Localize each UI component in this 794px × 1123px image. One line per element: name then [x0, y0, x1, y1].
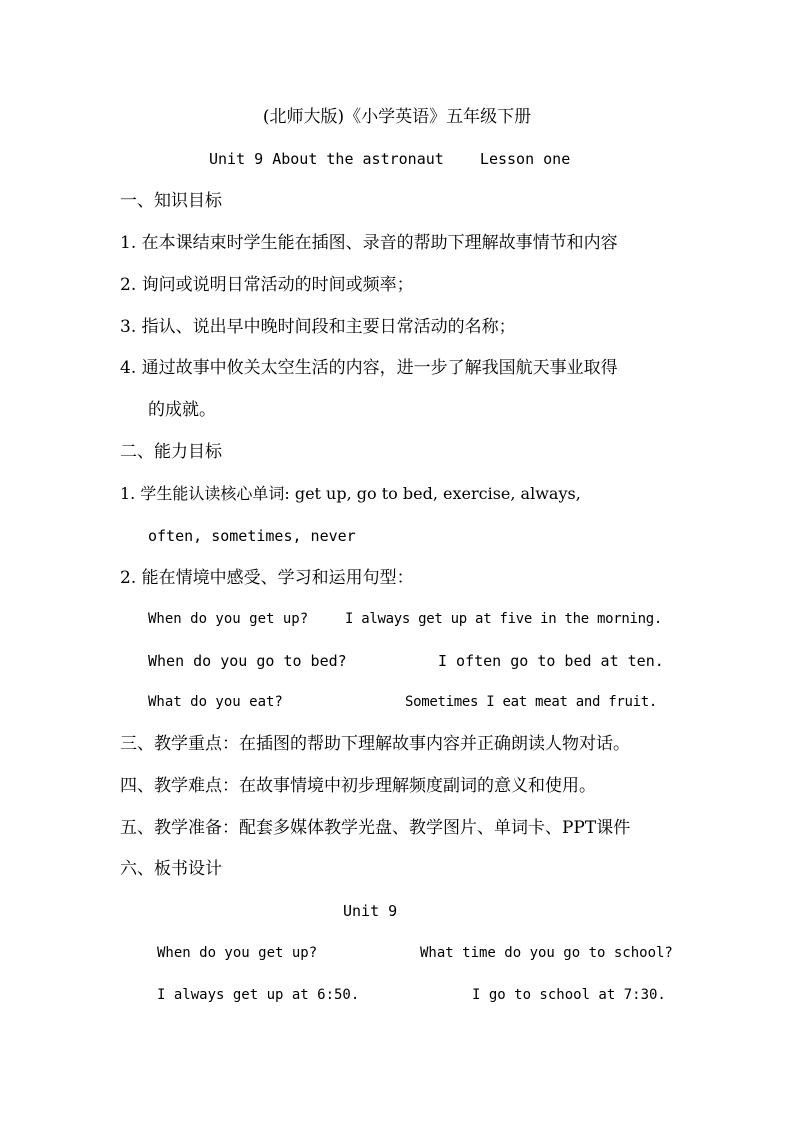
ability-item-2: 2. 能在情境中感受、学习和运用句型： [120, 568, 414, 588]
board-left-line: When do you get up? [157, 945, 318, 961]
knowledge-item-4-cont: 的成就。 [148, 400, 216, 420]
teaching-focus: 三、教学重点：在插图的帮助下理解故事内容并正确朗读人物对话。 [120, 734, 630, 754]
sentence-answer: I often go to bed at ten. [438, 652, 664, 670]
teaching-preparation: 五、教学准备：配套多媒体教学光盘、教学图片、单词卡、PPT课件 [120, 818, 631, 838]
knowledge-item-3: 3. 指认、说出早中晚时间段和主要日常活动的名称； [120, 317, 516, 337]
section-ability-heading: 二、能力目标 [120, 442, 222, 462]
section-board-heading: 六、板书设计 [120, 859, 222, 879]
sentence-question: What do you eat? [148, 694, 283, 710]
ability-item-1-cont: often, sometimes, never [148, 527, 356, 545]
document-title: (北师大版)《小学英语》五年级下册 [262, 107, 532, 127]
unit-lesson-heading: Unit 9 About the astronaut Lesson one [209, 150, 571, 168]
board-right-line: What time do you go to school? [420, 945, 673, 961]
sentence-question: When do you go to bed? [148, 652, 347, 670]
board-left-line: I always get up at 6:50. [157, 987, 360, 1003]
sentence-question: When do you get up? [148, 611, 309, 627]
sentence-answer: I always get up at five in the morning. [345, 611, 663, 627]
knowledge-item-1: 1. 在本课结束时学生能在插图、录音的帮助下理解故事情节和内容 [120, 233, 618, 253]
ability-item-1: 1. 学生能认读核心单词: get up, go to bed, exercise, always, [120, 484, 581, 503]
board-right-line: I go to school at 7:30. [472, 987, 666, 1003]
section-knowledge-heading: 一、知识目标 [120, 191, 222, 211]
knowledge-item-4: 4. 通过故事中攸关太空生活的内容，进一步了解我国航天事业取得 [120, 358, 618, 378]
board-title: Unit 9 [343, 902, 398, 920]
knowledge-item-2: 2. 询问或说明日常活动的时间或频率； [120, 275, 414, 295]
teaching-difficulty: 四、教学难点：在故事情境中初步理解频度副词的意义和使用。 [120, 776, 596, 796]
sentence-answer: Sometimes I eat meat and fruit. [405, 694, 657, 710]
